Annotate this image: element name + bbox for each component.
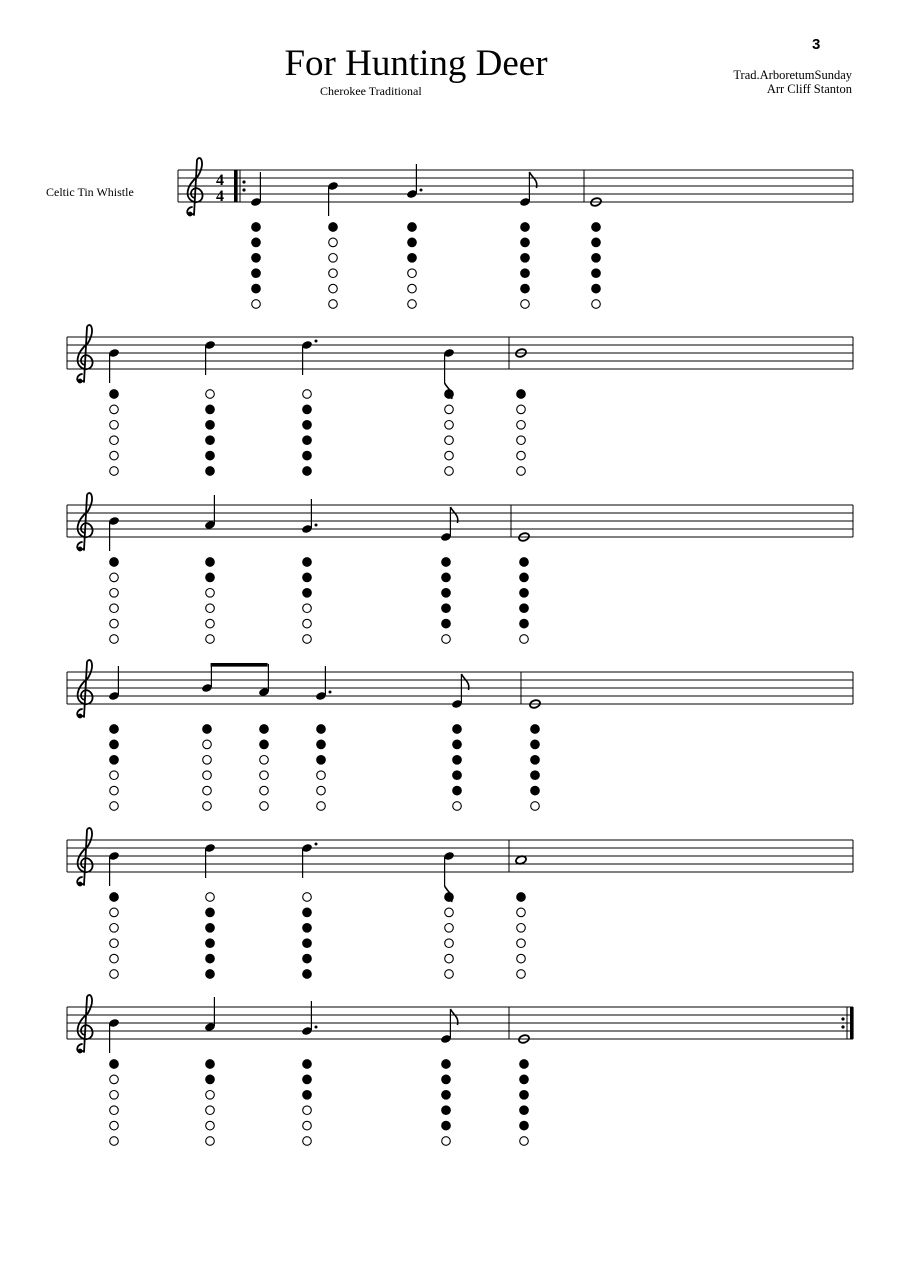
staff-system [178, 158, 853, 308]
note [250, 172, 262, 207]
hole-open-icon [531, 802, 540, 811]
note [258, 664, 270, 697]
hole-open-icon [110, 619, 119, 628]
hole-closed-icon [206, 1060, 215, 1069]
hole-closed-icon [408, 253, 417, 262]
time-signature-bottom: 4 [216, 188, 224, 205]
hole-open-icon [206, 1137, 215, 1146]
hole-closed-icon [206, 436, 215, 445]
fingering-chart [303, 558, 312, 644]
hole-closed-icon [303, 421, 312, 430]
hole-open-icon [303, 1106, 312, 1115]
hole-closed-icon [442, 1121, 451, 1130]
hole-closed-icon [531, 786, 540, 795]
fingering-chart [110, 893, 119, 979]
hole-open-icon [445, 954, 454, 963]
fingering-chart [303, 893, 312, 979]
hole-open-icon [317, 771, 326, 780]
hole-open-icon [329, 300, 338, 309]
hole-closed-icon [252, 238, 261, 247]
hole-closed-icon [531, 725, 540, 734]
hole-closed-icon [317, 725, 326, 734]
hole-closed-icon [531, 771, 540, 780]
hole-open-icon [317, 802, 326, 811]
hole-open-icon [110, 635, 119, 644]
treble-clef-icon [77, 493, 92, 551]
staff-system [67, 660, 853, 810]
augmentation-dot [315, 843, 318, 846]
note [108, 1018, 120, 1053]
hole-closed-icon [110, 756, 119, 765]
hole-open-icon [521, 300, 530, 309]
hole-open-icon [517, 954, 526, 963]
hole-open-icon [206, 1121, 215, 1130]
fingering-chart [442, 558, 451, 644]
fingering-chart [110, 1060, 119, 1146]
hole-open-icon [329, 284, 338, 293]
hole-closed-icon [521, 253, 530, 262]
hole-open-icon [206, 1106, 215, 1115]
hole-closed-icon [206, 924, 215, 933]
hole-closed-icon [520, 1091, 529, 1100]
hole-closed-icon [317, 740, 326, 749]
hole-closed-icon [531, 740, 540, 749]
fingering-chart [520, 558, 529, 644]
hole-open-icon [408, 300, 417, 309]
hole-open-icon [329, 269, 338, 278]
fingering-chart [110, 725, 119, 811]
note [108, 851, 120, 886]
fingering-chart [517, 893, 526, 979]
hole-closed-icon [260, 725, 269, 734]
treble-clef-icon [77, 660, 92, 718]
hole-closed-icon [520, 589, 529, 598]
hole-closed-icon [408, 223, 417, 232]
fingering-chart [521, 223, 530, 309]
hole-closed-icon [303, 558, 312, 567]
hole-closed-icon [110, 893, 119, 902]
fingering-chart [520, 1060, 529, 1146]
hole-open-icon [445, 467, 454, 476]
note [204, 495, 216, 530]
hole-open-icon [517, 451, 526, 460]
hole-open-icon [445, 421, 454, 430]
hole-closed-icon [453, 771, 462, 780]
fingering-chart [110, 390, 119, 476]
treble-clef-icon [187, 158, 202, 216]
hole-closed-icon [453, 725, 462, 734]
hole-closed-icon [592, 253, 601, 262]
hole-open-icon [303, 1121, 312, 1130]
hole-closed-icon [592, 284, 601, 293]
hole-open-icon [442, 1137, 451, 1146]
fingering-chart [329, 223, 338, 309]
time-signature-top: 4 [216, 172, 224, 189]
augmentation-dot [315, 340, 318, 343]
hole-open-icon [303, 619, 312, 628]
fingering-chart [203, 725, 212, 811]
hole-closed-icon [520, 1060, 529, 1069]
hole-closed-icon [520, 1106, 529, 1115]
hole-closed-icon [303, 954, 312, 963]
hole-closed-icon [453, 756, 462, 765]
hole-closed-icon [206, 1075, 215, 1084]
hole-closed-icon [206, 573, 215, 582]
hole-open-icon [110, 1091, 119, 1100]
hole-closed-icon [303, 589, 312, 598]
hole-closed-icon [260, 740, 269, 749]
hole-open-icon [592, 300, 601, 309]
hole-closed-icon [252, 253, 261, 262]
note [108, 348, 120, 383]
treble-clef-icon [77, 325, 92, 383]
hole-open-icon [203, 771, 212, 780]
hole-open-icon [517, 436, 526, 445]
fingering-chart [592, 223, 601, 309]
hole-closed-icon [442, 619, 451, 628]
hole-open-icon [252, 300, 261, 309]
augmentation-dot [329, 691, 332, 694]
hole-closed-icon [303, 1075, 312, 1084]
hole-open-icon [317, 786, 326, 795]
note [204, 843, 216, 878]
hole-closed-icon [442, 604, 451, 613]
hole-closed-icon [521, 284, 530, 293]
hole-open-icon [260, 786, 269, 795]
fingering-chart [442, 1060, 451, 1146]
hole-open-icon [520, 635, 529, 644]
hole-open-icon [110, 573, 119, 582]
hole-closed-icon [445, 390, 454, 399]
hole-closed-icon [252, 284, 261, 293]
hole-open-icon [445, 939, 454, 948]
hole-open-icon [329, 253, 338, 262]
hole-closed-icon [531, 756, 540, 765]
hole-closed-icon [303, 924, 312, 933]
hole-closed-icon [329, 223, 338, 232]
instrument-label: Celtic Tin Whistle [46, 185, 134, 199]
hole-open-icon [206, 1091, 215, 1100]
fingering-chart [517, 390, 526, 476]
fingering-chart [303, 1060, 312, 1146]
hole-open-icon [303, 390, 312, 399]
hole-closed-icon [303, 405, 312, 414]
hole-open-icon [206, 604, 215, 613]
credit-line-2: Arr Cliff Stanton [766, 82, 852, 96]
fingering-chart [531, 725, 540, 811]
hole-open-icon [445, 908, 454, 917]
hole-closed-icon [592, 269, 601, 278]
hole-open-icon [110, 802, 119, 811]
hole-open-icon [110, 604, 119, 613]
hole-closed-icon [408, 238, 417, 247]
treble-clef-icon [77, 828, 92, 886]
hole-closed-icon [453, 740, 462, 749]
fingering-chart [206, 893, 215, 979]
hole-open-icon [110, 405, 119, 414]
hole-open-icon [110, 1137, 119, 1146]
hole-closed-icon [442, 589, 451, 598]
hole-closed-icon [303, 970, 312, 979]
hole-open-icon [110, 451, 119, 460]
hole-open-icon [445, 924, 454, 933]
note [201, 664, 213, 693]
hole-closed-icon [110, 558, 119, 567]
hole-open-icon [110, 467, 119, 476]
hole-open-icon [110, 954, 119, 963]
hole-closed-icon [203, 725, 212, 734]
hole-closed-icon [520, 1121, 529, 1130]
hole-open-icon [517, 970, 526, 979]
hole-open-icon [110, 939, 119, 948]
fingering-chart [206, 390, 215, 476]
hole-closed-icon [520, 1075, 529, 1084]
hole-open-icon [110, 970, 119, 979]
hole-open-icon [329, 238, 338, 247]
hole-open-icon [110, 908, 119, 917]
fingering-chart [206, 1060, 215, 1146]
hole-closed-icon [303, 1091, 312, 1100]
hole-open-icon [517, 421, 526, 430]
hole-closed-icon [303, 451, 312, 460]
hole-open-icon [110, 421, 119, 430]
augmentation-dot [315, 524, 318, 527]
hole-closed-icon [520, 573, 529, 582]
hole-open-icon [203, 740, 212, 749]
hole-open-icon [445, 405, 454, 414]
note [204, 340, 216, 375]
page-number: 3 [812, 36, 821, 53]
hole-closed-icon [110, 390, 119, 399]
note [327, 181, 339, 216]
hole-open-icon [408, 269, 417, 278]
fingering-chart [260, 725, 269, 811]
hole-closed-icon [442, 1060, 451, 1069]
hole-open-icon [303, 635, 312, 644]
hole-open-icon [203, 756, 212, 765]
hole-closed-icon [442, 1091, 451, 1100]
note [204, 997, 216, 1032]
hole-open-icon [110, 1106, 119, 1115]
fingering-chart [206, 558, 215, 644]
hole-open-icon [203, 802, 212, 811]
hole-closed-icon [252, 223, 261, 232]
hole-open-icon [260, 802, 269, 811]
hole-closed-icon [521, 238, 530, 247]
staff-system [67, 828, 853, 978]
hole-open-icon [303, 1137, 312, 1146]
hole-closed-icon [110, 725, 119, 734]
hole-closed-icon [206, 405, 215, 414]
hole-closed-icon [303, 573, 312, 582]
hole-closed-icon [442, 1075, 451, 1084]
hole-open-icon [517, 908, 526, 917]
credit-line-1: Trad.ArboretumSunday [733, 68, 852, 82]
hole-closed-icon [110, 1060, 119, 1069]
hole-open-icon [520, 1137, 529, 1146]
hole-closed-icon [206, 467, 215, 476]
fingering-chart [445, 390, 454, 476]
hole-closed-icon [442, 573, 451, 582]
hole-open-icon [517, 467, 526, 476]
hole-closed-icon [206, 954, 215, 963]
fingering-chart [445, 893, 454, 979]
hole-closed-icon [206, 451, 215, 460]
hole-open-icon [206, 589, 215, 598]
fingering-chart [252, 223, 261, 309]
hole-open-icon [206, 635, 215, 644]
time-signature [216, 172, 224, 205]
hole-open-icon [110, 1075, 119, 1084]
hole-closed-icon [252, 269, 261, 278]
hole-closed-icon [110, 740, 119, 749]
note-beam [211, 663, 268, 667]
hole-closed-icon [206, 558, 215, 567]
hole-open-icon [260, 771, 269, 780]
hole-closed-icon [442, 558, 451, 567]
hole-closed-icon [303, 467, 312, 476]
staff-system [67, 493, 853, 643]
hole-closed-icon [453, 786, 462, 795]
fingering-chart [110, 558, 119, 644]
staff-system [67, 325, 853, 475]
hole-open-icon [110, 1121, 119, 1130]
hole-open-icon [445, 436, 454, 445]
hole-open-icon [303, 893, 312, 902]
hole-open-icon [110, 589, 119, 598]
hole-open-icon [110, 436, 119, 445]
fingering-chart [453, 725, 462, 811]
hole-open-icon [110, 924, 119, 933]
treble-clef-icon [77, 995, 92, 1053]
hole-open-icon [517, 924, 526, 933]
hole-closed-icon [206, 970, 215, 979]
hole-closed-icon [592, 238, 601, 247]
note [108, 516, 120, 551]
hole-closed-icon [206, 421, 215, 430]
hole-closed-icon [520, 558, 529, 567]
hole-open-icon [206, 390, 215, 399]
hole-open-icon [206, 893, 215, 902]
piece-title: For Hunting Deer [284, 43, 548, 84]
piece-subtitle: Cherokee Traditional [320, 84, 422, 98]
hole-closed-icon [317, 756, 326, 765]
hole-open-icon [408, 284, 417, 293]
hole-closed-icon [517, 390, 526, 399]
hole-closed-icon [303, 436, 312, 445]
hole-open-icon [517, 405, 526, 414]
hole-closed-icon [520, 619, 529, 628]
hole-closed-icon [206, 908, 215, 917]
augmentation-dot [315, 1026, 318, 1029]
hole-closed-icon [517, 893, 526, 902]
hole-closed-icon [521, 269, 530, 278]
fingering-chart [303, 390, 312, 476]
hole-closed-icon [303, 908, 312, 917]
hole-open-icon [110, 786, 119, 795]
hole-closed-icon [442, 1106, 451, 1115]
fingering-chart [317, 725, 326, 811]
hole-open-icon [445, 451, 454, 460]
hole-open-icon [260, 756, 269, 765]
hole-open-icon [517, 939, 526, 948]
staff-system [67, 995, 854, 1145]
fingering-chart [408, 223, 417, 309]
hole-closed-icon [445, 893, 454, 902]
hole-closed-icon [592, 223, 601, 232]
hole-closed-icon [303, 1060, 312, 1069]
hole-closed-icon [206, 939, 215, 948]
hole-closed-icon [520, 604, 529, 613]
hole-open-icon [442, 635, 451, 644]
hole-open-icon [203, 786, 212, 795]
hole-open-icon [110, 771, 119, 780]
augmentation-dot [420, 189, 423, 192]
hole-closed-icon [521, 223, 530, 232]
hole-closed-icon [303, 939, 312, 948]
hole-open-icon [303, 604, 312, 613]
hole-open-icon [445, 970, 454, 979]
hole-open-icon [453, 802, 462, 811]
note [108, 666, 120, 701]
hole-open-icon [206, 619, 215, 628]
